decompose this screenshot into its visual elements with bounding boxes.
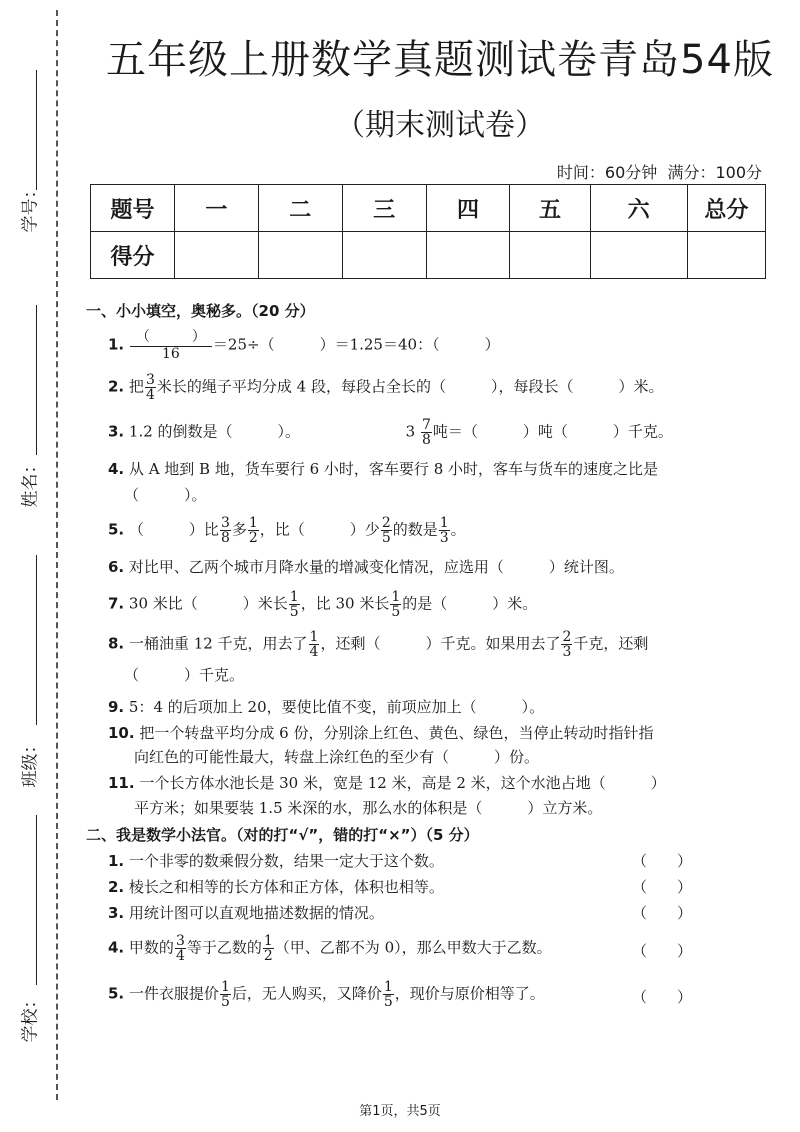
fraction-denominator: 8 [421,432,431,448]
question-text: 的数是 [392,520,438,539]
student-id-label: 学号： [20,181,41,233]
question-1-3 [108,418,673,447]
section-2-title: 二、我是数学小法官。（对的打“√”，错的打“×”）（5 分） [86,826,479,844]
question-1-1 [108,330,500,361]
fraction-numerator: 1 [248,515,258,531]
question-number: 6. [108,558,125,576]
fraction [390,590,401,619]
name-label: 姓名： [20,456,41,508]
question-text: 用统计图可以直观地描述数据的情况。 [128,904,384,922]
question-number: 1. [108,335,125,354]
question-text: 等于乙数的 [186,938,262,957]
question-text: 甲数的 [128,938,174,957]
question-text: 多 [231,520,247,539]
fraction-numerator: 2 [381,515,391,531]
question-2-1 [108,850,444,871]
fraction [289,590,300,619]
fraction-numerator: 3 [145,372,155,388]
question-number: 1. [108,852,125,870]
question-text: 把一个转盘平均分成 6 份，分别涂上红色、黄色、绿色，当停止转动时指针指 [139,724,654,742]
fraction-denominator: 3 [439,530,449,546]
answer-paren[interactable]: （ ） [632,852,693,870]
table-cell: 一 [174,185,258,232]
question-number: 4. [108,938,125,957]
exam-meta [557,160,762,183]
page-title: 五年级上册数学真题测试卷青岛54版 [106,37,774,83]
fraction-denominator: 4 [175,948,185,964]
fraction-numerator: 1 [439,515,449,531]
table-cell: 四 [426,185,510,232]
fraction [263,934,274,963]
fraction [309,630,320,659]
question-number: 5. [108,984,125,1003]
question-number: 7. [108,594,125,613]
question-number: 10. [108,724,135,742]
fraction-numerator: 1 [289,589,299,605]
question-number: 4. [108,460,125,478]
fraction-numerator: 1 [309,629,319,645]
question-1-8 [108,630,648,659]
fraction [383,980,394,1009]
question-number: 2. [108,377,125,396]
fraction-numerator: 2 [562,629,572,645]
fraction-numerator: 7 [421,417,431,433]
question-text: 。 [450,520,466,539]
score-entry-cell[interactable] [258,232,342,279]
fraction [381,516,392,545]
score-table-header-row [91,185,766,232]
answer-paren[interactable]: （ ） [632,878,693,896]
table-cell: 三 [342,185,426,232]
question-number: 3. [108,904,125,922]
question-number: 2. [108,878,125,896]
score-label: 满分：100分 [667,163,762,182]
question-2-5 [108,980,545,1009]
table-cell: 得分 [91,232,175,279]
score-entry-cell[interactable] [510,232,590,279]
fraction-denominator: 5 [381,530,391,546]
fraction-denominator: 2 [263,948,273,964]
question-text: ，比（ ）少 [259,520,380,539]
student-id-line [36,70,37,190]
page-footer: 第1页，共5页 [359,1104,441,1119]
question-text: 一个非零的数乘假分数，结果一定大于这个数。 [128,852,444,870]
question-text: 千克，还剩 [573,634,649,653]
question-1-7 [108,590,537,619]
question-text: （甲、乙都不为 0），那么甲数大于乙数。 [274,938,552,957]
question-text: 把 [128,377,144,396]
question-1-2 [108,373,663,402]
question-2-4 [108,934,552,963]
fraction-denominator: 8 [220,530,230,546]
question-1-9 [108,696,544,717]
question-text: （ ）比 [128,520,219,539]
mixed-whole: 3 [405,422,416,441]
score-entry-cell[interactable] [426,232,510,279]
table-cell: 六 [590,185,687,232]
answer-paren[interactable]: （ ） [632,904,693,922]
question-1-10-line2: 向红色的可能性最大，转盘上涂红色的至少有（ ）份。 [134,748,540,766]
question-text: 对比甲、乙两个城市月降水量的增减变化情况，应选用（ ）统计图。 [128,558,624,576]
table-cell: 总分 [687,185,765,232]
fraction-denominator: 4 [145,387,155,403]
fraction-denominator: 5 [289,604,299,620]
fraction-denominator: 3 [562,644,572,660]
class-label: 班级： [20,736,41,788]
question-number: 8. [108,634,125,653]
fraction-denominator: 5 [391,604,401,620]
page-subtitle: （期末测试卷） [335,108,545,143]
question-2-2 [108,876,444,897]
question-1-10 [108,722,653,743]
table-cell: 题号 [91,185,175,232]
fraction [421,418,432,447]
fraction-numerator: 3 [220,515,230,531]
school-line [36,815,37,985]
question-1-4 [108,458,658,479]
table-cell: 二 [258,185,342,232]
question-text: 米长的绳子平均分成 4 段，每段占全长的（ ），每段长（ ）米。 [156,377,664,396]
class-line [36,555,37,725]
time-label: 时间：60分钟 [556,163,658,182]
section-1-title: 一、小小填空，奥秘多。（20 分） [86,302,315,320]
question-1-5 [108,516,466,545]
answer-paren[interactable]: （ ） [632,942,693,960]
question-1-4-line2: （ ）。 [124,486,207,504]
score-table [90,184,766,279]
score-table-score-row [91,232,766,279]
question-text: 1.2 的倒数是（ ）。 [128,422,301,441]
fraction [561,630,572,659]
question-text: 吨＝（ ）吨（ ）千克。 [432,422,673,441]
question-text: 棱长之和相等的长方体和正方体，体积也相等。 [128,878,444,896]
question-number: 9. [108,698,125,716]
score-entry-cell[interactable] [590,232,687,279]
fraction-numerator: 1 [383,979,393,995]
fraction-denominator: 16 [162,346,180,362]
fraction-numerator: 1 [391,589,401,605]
question-text: 30 米比（ ）米长 [128,594,288,613]
fraction-numerator: 1 [263,933,273,949]
question-1-11 [108,772,666,793]
question-number: 11. [108,774,135,792]
question-1-11-line2: 平方米；如果要装 1.5 米深的水，那么水的体积是（ ）立方米。 [134,799,603,817]
score-entry-cell[interactable] [342,232,426,279]
score-entry-cell[interactable] [174,232,258,279]
fraction [145,373,156,402]
question-text: ，比 30 米长 [300,594,390,613]
fraction-denominator: 5 [220,994,230,1010]
fraction [175,934,186,963]
dashed-binding-line [56,10,58,1100]
fraction [248,516,259,545]
binding-margin [0,0,60,1132]
question-text: 一桶油重 12 千克，用去了 [128,634,308,653]
fraction [439,516,450,545]
question-text: 后，无人购买，又降价 [231,984,382,1003]
question-text: ，还剩（ ）千克。如果用去了 [320,634,561,653]
fraction [130,330,212,361]
name-line [36,305,37,455]
answer-paren[interactable]: （ ） [632,988,693,1006]
question-text: ＝25÷（ ）＝1.25＝40：（ ） [212,335,500,354]
fraction-numerator: （ ） [130,330,212,347]
fraction [220,980,231,1009]
question-2-3 [108,902,384,923]
question-text: 一个长方体水池长是 30 米，宽是 12 米，高是 2 米，这个水池占地（ ） [139,774,666,792]
table-cell: 五 [510,185,590,232]
question-number: 3. [108,422,125,441]
fraction-numerator: 3 [175,933,185,949]
question-text: 从 A 地到 B 地，货车要行 6 小时，客车要行 8 小时，客车与货车的速度之比是 [128,460,659,478]
fraction-denominator: 4 [309,644,319,660]
school-label: 学校： [20,991,41,1043]
question-1-8-line2: （ ）千克。 [124,666,245,684]
fraction-numerator: 1 [220,979,230,995]
question-number: 5. [108,520,125,539]
question-text: 一件衣服提价 [128,984,219,1003]
fraction-denominator: 2 [248,530,258,546]
fraction [220,516,231,545]
score-entry-cell[interactable] [687,232,765,279]
question-text: ，现价与原价相等了。 [394,984,545,1003]
question-1-6 [108,556,624,577]
question-text: 5：4 的后项加上 20，要使比值不变，前项应加上（ ）。 [128,698,545,716]
question-text: 的是（ ）米。 [402,594,538,613]
fraction-denominator: 5 [383,994,393,1010]
